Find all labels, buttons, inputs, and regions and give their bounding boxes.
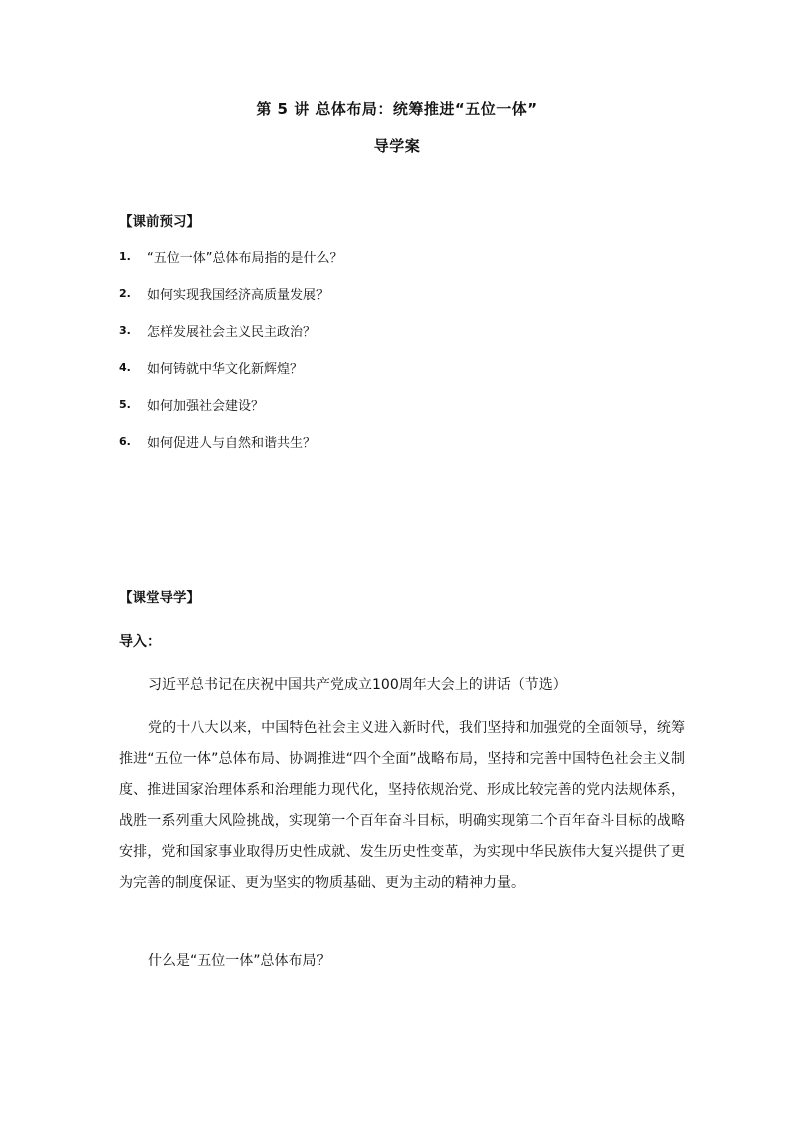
list-item <box>119 395 342 432</box>
list-item <box>119 284 342 321</box>
question-text: “五位一体”总体布局指的是什么？ <box>147 251 343 266</box>
question-number: 6. <box>119 435 131 448</box>
list-item <box>119 358 342 395</box>
preview-question-list <box>119 247 342 469</box>
question-text: 如何加强社会建设？ <box>147 399 265 414</box>
question-number: 5. <box>119 398 131 411</box>
list-item <box>119 321 342 358</box>
speech-excerpt-paragraph: 党的十八大以来，中国特色社会主义进入新时代，我们坚持和加强党的全面领导，统筹推进“五位一体”总体布局、协调推进“四个全面”战略布局，坚持和完善中国特色社会主义制度、推进国家治理体系和治理能力现代化，坚持依规治党、形成比较完善的党内法规体系，战胜一系列重大风险挑战，实现第一个百年奋斗目标，明确实现第二个百年奋斗目标的战略安排，党和国家事业取得历史性成就、发生历史性变革，为实现中华民族伟大复兴提供了更为完善的制度保证、更为坚实的物质基础、更为主动的精神力量。 <box>119 720 685 891</box>
page-subtitle: 导学案 <box>373 137 421 155</box>
question-text: 如何铸就中华文化新辉煌？ <box>147 362 304 377</box>
section-heading-guide: 【课堂导学】 <box>119 590 200 606</box>
question-text: 怎样发展社会主义民主政治？ <box>147 325 317 340</box>
section-heading-preview: 【课前预习】 <box>119 214 200 230</box>
list-item <box>119 247 342 284</box>
question-number: 1. <box>119 250 131 263</box>
page-title: 第 5 讲 总体布局：统筹推进“五位一体” <box>256 100 538 118</box>
list-item <box>119 432 342 469</box>
question-number: 4. <box>119 361 131 374</box>
question-text: 如何促进人与自然和谐共生？ <box>147 436 317 451</box>
intro-label: 导入： <box>119 634 161 650</box>
speech-title: 习近平总书记在庆祝中国共产党成立100周年大会上的讲话（节选） <box>148 677 567 693</box>
question-number: 3. <box>119 324 131 337</box>
question-text: 如何实现我国经济高质量发展？ <box>147 288 330 303</box>
question-number: 2. <box>119 287 131 300</box>
discussion-question: 什么是“五位一体”总体布局？ <box>148 953 331 969</box>
